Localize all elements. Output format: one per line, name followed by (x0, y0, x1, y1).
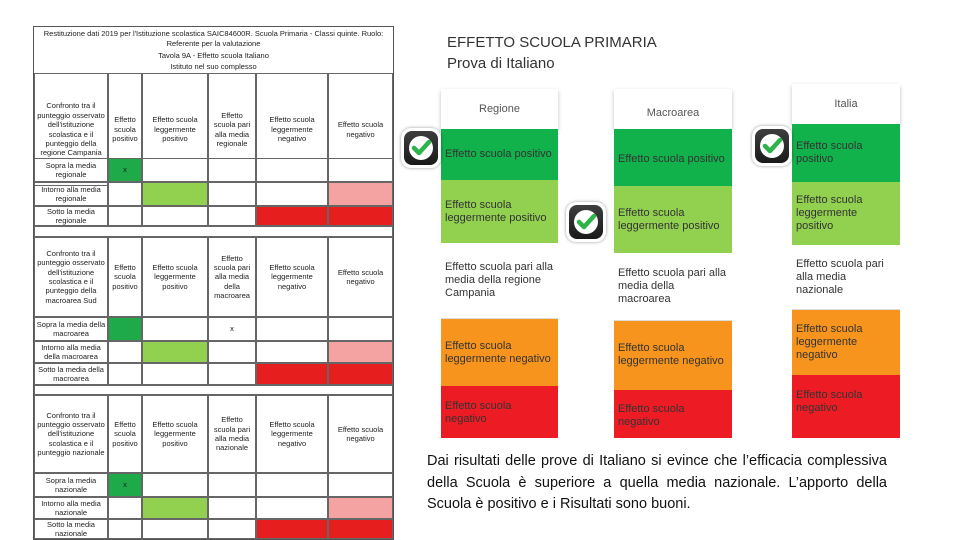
grid-cell (142, 497, 208, 519)
col-header: Effetto scuola leggermente negativo (256, 395, 328, 473)
grid-cell (208, 497, 256, 519)
grid-cell (108, 341, 142, 363)
grid-cell (328, 341, 393, 363)
grid-cell (108, 497, 142, 519)
row-label: Sopra la media nazionale (34, 473, 108, 497)
grid-cell (142, 317, 208, 341)
grid-cell (328, 497, 393, 519)
grid-cell (208, 158, 256, 182)
col-header: Effetto scuola negativo (328, 237, 393, 317)
grid-cell (142, 182, 208, 206)
col-header: Effetto scuola leggermente negativo (256, 237, 328, 317)
grid-cell (208, 473, 256, 497)
col-header: Effetto scuola positivo (108, 237, 142, 317)
table-subtitle: Tavola 9A - Effetto scuola Italiano (158, 50, 269, 60)
grid-cell-marked: x (108, 158, 142, 182)
grid-cell (208, 363, 256, 385)
grid-cell (208, 341, 256, 363)
grid-cell (328, 206, 393, 226)
col-header: Effetto scuola leggermente positivo (142, 395, 208, 473)
macroarea-cell-positivo: Effetto scuola positivo (614, 129, 732, 186)
macroarea-cell-leggermente-positivo: Effetto scuola leggermente positivo (614, 186, 732, 253)
row-label: Sotto la media regionale (34, 206, 108, 226)
grid-cell (256, 206, 328, 226)
grid-cell (108, 317, 142, 341)
grid-cell (256, 473, 328, 497)
grid-cell (142, 341, 208, 363)
grid-cell-marked: x (108, 473, 142, 497)
column-header-macroarea: Macroarea (614, 89, 732, 129)
grid-cell (256, 497, 328, 519)
spacer-row (34, 226, 393, 237)
spacer-row (34, 385, 393, 395)
row-label: Intorno alla media nazionale (34, 497, 108, 519)
col-header: Effetto scuola leggermente negativo (256, 73, 328, 186)
col-header: Effetto scuola negativo (328, 395, 393, 473)
grid-cell (142, 363, 208, 385)
col-header: Effetto scuola negativo (328, 73, 393, 186)
macroarea-cell-leggermente-negativo: Effetto scuola leggermente negativo (614, 321, 732, 390)
checkmark-icon (752, 126, 792, 166)
grid-cell (142, 206, 208, 226)
grid-cell (108, 182, 142, 206)
grid-cell (142, 158, 208, 182)
grid-cell (256, 317, 328, 341)
regione-cell-pari: Effetto scuola pari alla media della regione Campania (441, 243, 558, 319)
grid-cell (108, 519, 142, 539)
checkmark-icon (401, 128, 441, 168)
grid-cell (142, 519, 208, 539)
grid-cell (328, 317, 393, 341)
row-label: Sotto la media nazionale (34, 519, 108, 539)
grid-cell (328, 182, 393, 206)
grid-cell (328, 473, 393, 497)
title-line-1: EFFETTO SCUOLA PRIMARIA (447, 34, 657, 51)
regione-cell-positivo: Effetto scuola positivo (441, 129, 558, 180)
col-header: Effetto scuola positivo (108, 395, 142, 473)
regione-cell-negativo: Effetto scuola negativo (441, 386, 558, 438)
title-line-2: Prova di Italiano (447, 55, 555, 72)
grid-cell (208, 182, 256, 206)
italia-cell-positivo: Effetto scuola positivo (792, 124, 900, 182)
row-label: Intorno alla media regionale (34, 182, 108, 206)
checkmark-icon (566, 202, 606, 242)
grid-cell (328, 158, 393, 182)
section-label: Confronto tra il punteggio osservato dell'istituzione scolastica e il punteggio della macroarea Sud (34, 237, 108, 317)
macroarea-cell-negativo: Effetto scuola negativo (614, 390, 732, 438)
grid-cell (328, 519, 393, 539)
col-header: Effetto scuola leggermente positivo (142, 237, 208, 317)
grid-cell (208, 519, 256, 539)
grid-cell (256, 519, 328, 539)
section-label: Confronto tra il punteggio osservato dell'istituzione scolastica e il punteggio nazionale (34, 395, 108, 473)
grid-cell (256, 363, 328, 385)
column-header-regione: Regione (441, 89, 558, 129)
italia-cell-leggermente-negativo: Effetto scuola leggermente negativo (792, 310, 900, 375)
row-label: Sopra la media regionale (34, 158, 108, 182)
page-title (447, 32, 747, 74)
table-title: Restituzione dati 2019 per l'Istituzione scolastica SAIC84600R. Scuola Primaria - Classi quinte. Ruolo: Referente per la valutazione (43, 29, 384, 48)
col-header: Effetto scuola leggermente positivo (142, 73, 208, 186)
conclusion-text: Dai risultati delle prove di Italiano si evince che l’efficacia complessiva della Scuola è superiore a quella media nazionale. L’apporto della Scuola è positivo e i Risultati sono buoni. (427, 453, 887, 512)
grid-cell (256, 182, 328, 206)
column-header-italia: Italia (792, 84, 900, 124)
macroarea-cell-pari: Effetto scuola pari alla media della macroarea (614, 253, 732, 321)
regione-cell-leggermente-negativo: Effetto scuola leggermente negativo (441, 319, 558, 386)
grid-cell (256, 341, 328, 363)
col-header: Effetto scuola positivo (108, 73, 142, 186)
table-subtitle2: Istituto nel suo complesso (170, 61, 257, 71)
row-label: Sopra la media della macroarea (34, 317, 108, 341)
row-label: Sotto la media della macroarea (34, 363, 108, 385)
left-results-table (33, 26, 394, 540)
col-header: Effetto scuola pari alla media regionale (208, 73, 256, 186)
grid-cell (256, 158, 328, 182)
grid-cell (208, 206, 256, 226)
grid-cell (328, 363, 393, 385)
grid-cell (142, 473, 208, 497)
col-header: Effetto scuola pari alla media nazionale (208, 395, 256, 473)
col-header: Effetto scuola pari alla media della macroarea (208, 237, 256, 317)
italia-cell-negativo: Effetto scuola negativo (792, 375, 900, 438)
italia-cell-pari: Effetto scuola pari alla media nazionale (792, 245, 900, 310)
grid-cell (108, 363, 142, 385)
row-label: Intorno alla media della macroarea (34, 341, 108, 363)
grid-cell (108, 206, 142, 226)
regione-cell-leggermente-positivo: Effetto scuola leggermente positivo (441, 180, 558, 243)
italia-cell-leggermente-positivo: Effetto scuola leggermente positivo (792, 182, 900, 245)
section-label: Confronto tra il punteggio osservato dell'istituzione scolastica e il punteggio della regione Campania (34, 73, 108, 186)
grid-cell-marked: x (208, 317, 256, 341)
